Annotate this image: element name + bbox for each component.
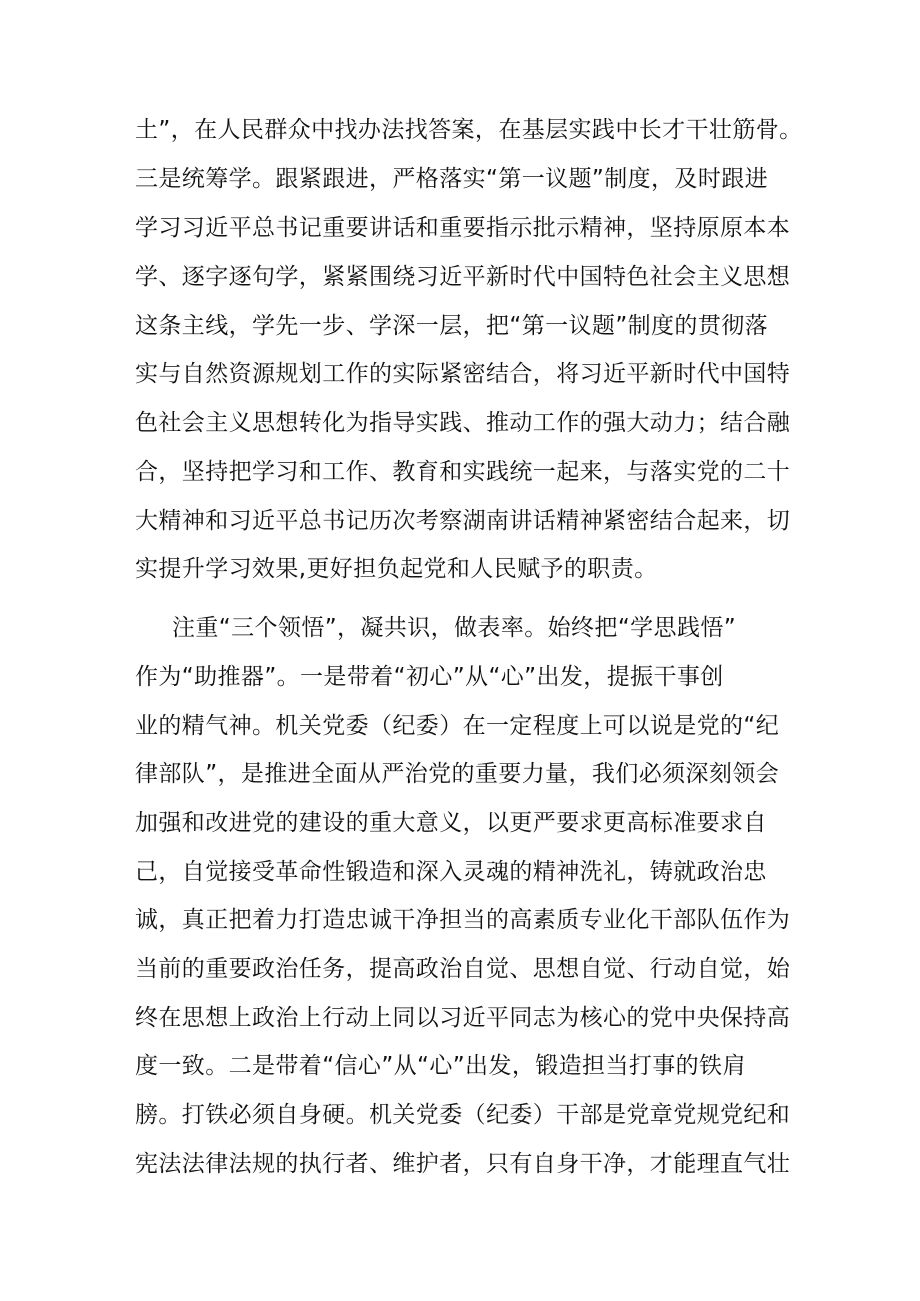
text-line: 这条主线，学先一步、学深一层，把“第一议题”制度的贯彻落 bbox=[135, 313, 769, 339]
text-line: 业的精气神。机关党委（纪委）在一定程度上可以说是党的“纪 bbox=[135, 713, 780, 739]
text-line: 色社会主义思想转化为指导实践、推动工作的强大动力；结合融 bbox=[135, 410, 791, 436]
text-line: 诚，真正把着力打造忠诚干净担当的高素质专业化干部队伍作为 bbox=[135, 907, 791, 933]
text-line-indented: 注重“三个领悟”，凝共识，做表率。始终把“学思践悟” bbox=[172, 615, 737, 641]
text-line: 实提升学习效果,更好担负起党和人民赋予的职责。 bbox=[135, 556, 658, 582]
text-line: 当前的重要政治任务，提高政治自觉、思想自觉、行动自觉，始 bbox=[135, 956, 791, 982]
text-line: 学习习近平总书记重要讲话和重要指示批示精神，坚持原原本本 bbox=[135, 215, 791, 241]
text-line: 合，坚持把学习和工作、教育和实践统一起来，与落实党的二十 bbox=[135, 459, 791, 485]
text-line: 土”，在人民群众中找办法找答案，在基层实践中长才干壮筋骨。 bbox=[135, 117, 803, 143]
text-line: 三是统筹学。跟紧跟进，严格落实“第一议题”制度，及时跟进 bbox=[135, 166, 769, 192]
text-line: 己，自觉接受革命性锻造和深入灵魂的精神洗礼，铸就政治忠 bbox=[135, 859, 767, 885]
text-line: 终在思想上政治上行动上同以习近平同志为核心的党中央保持高 bbox=[135, 1005, 791, 1031]
text-line: 加强和改进党的建设的重大意义，以更严要求更高标准要求自 bbox=[135, 810, 767, 836]
text-line: 宪法法律法规的执行者、维护者，只有自身干净，才能理直气壮 bbox=[135, 1151, 791, 1177]
text-line: 学、逐字逐句学，紧紧围绕习近平新时代中国特色社会主义思想 bbox=[135, 264, 791, 290]
text-line: 度一致。二是带着“信心”从“心”出发，锻造担当打事的铁肩 bbox=[135, 1053, 746, 1079]
text-line: 实与自然资源规划工作的实际紧密结合，将习近平新时代中国特 bbox=[135, 361, 791, 387]
text-line: 作为“助推器”。一是带着“初心”从“心”出发，提振干事创 bbox=[135, 664, 724, 690]
text-line: 大精神和习近平总书记历次考察湖南讲话精神紧密结合起来，切 bbox=[135, 508, 791, 534]
text-line: 膀。打铁必须自身硬。机关党委（纪委）干部是党章党规党纪和 bbox=[135, 1102, 791, 1128]
text-line: 律部队”，是推进全面从严治党的重要力量，我们必须深刻领会 bbox=[135, 761, 780, 787]
